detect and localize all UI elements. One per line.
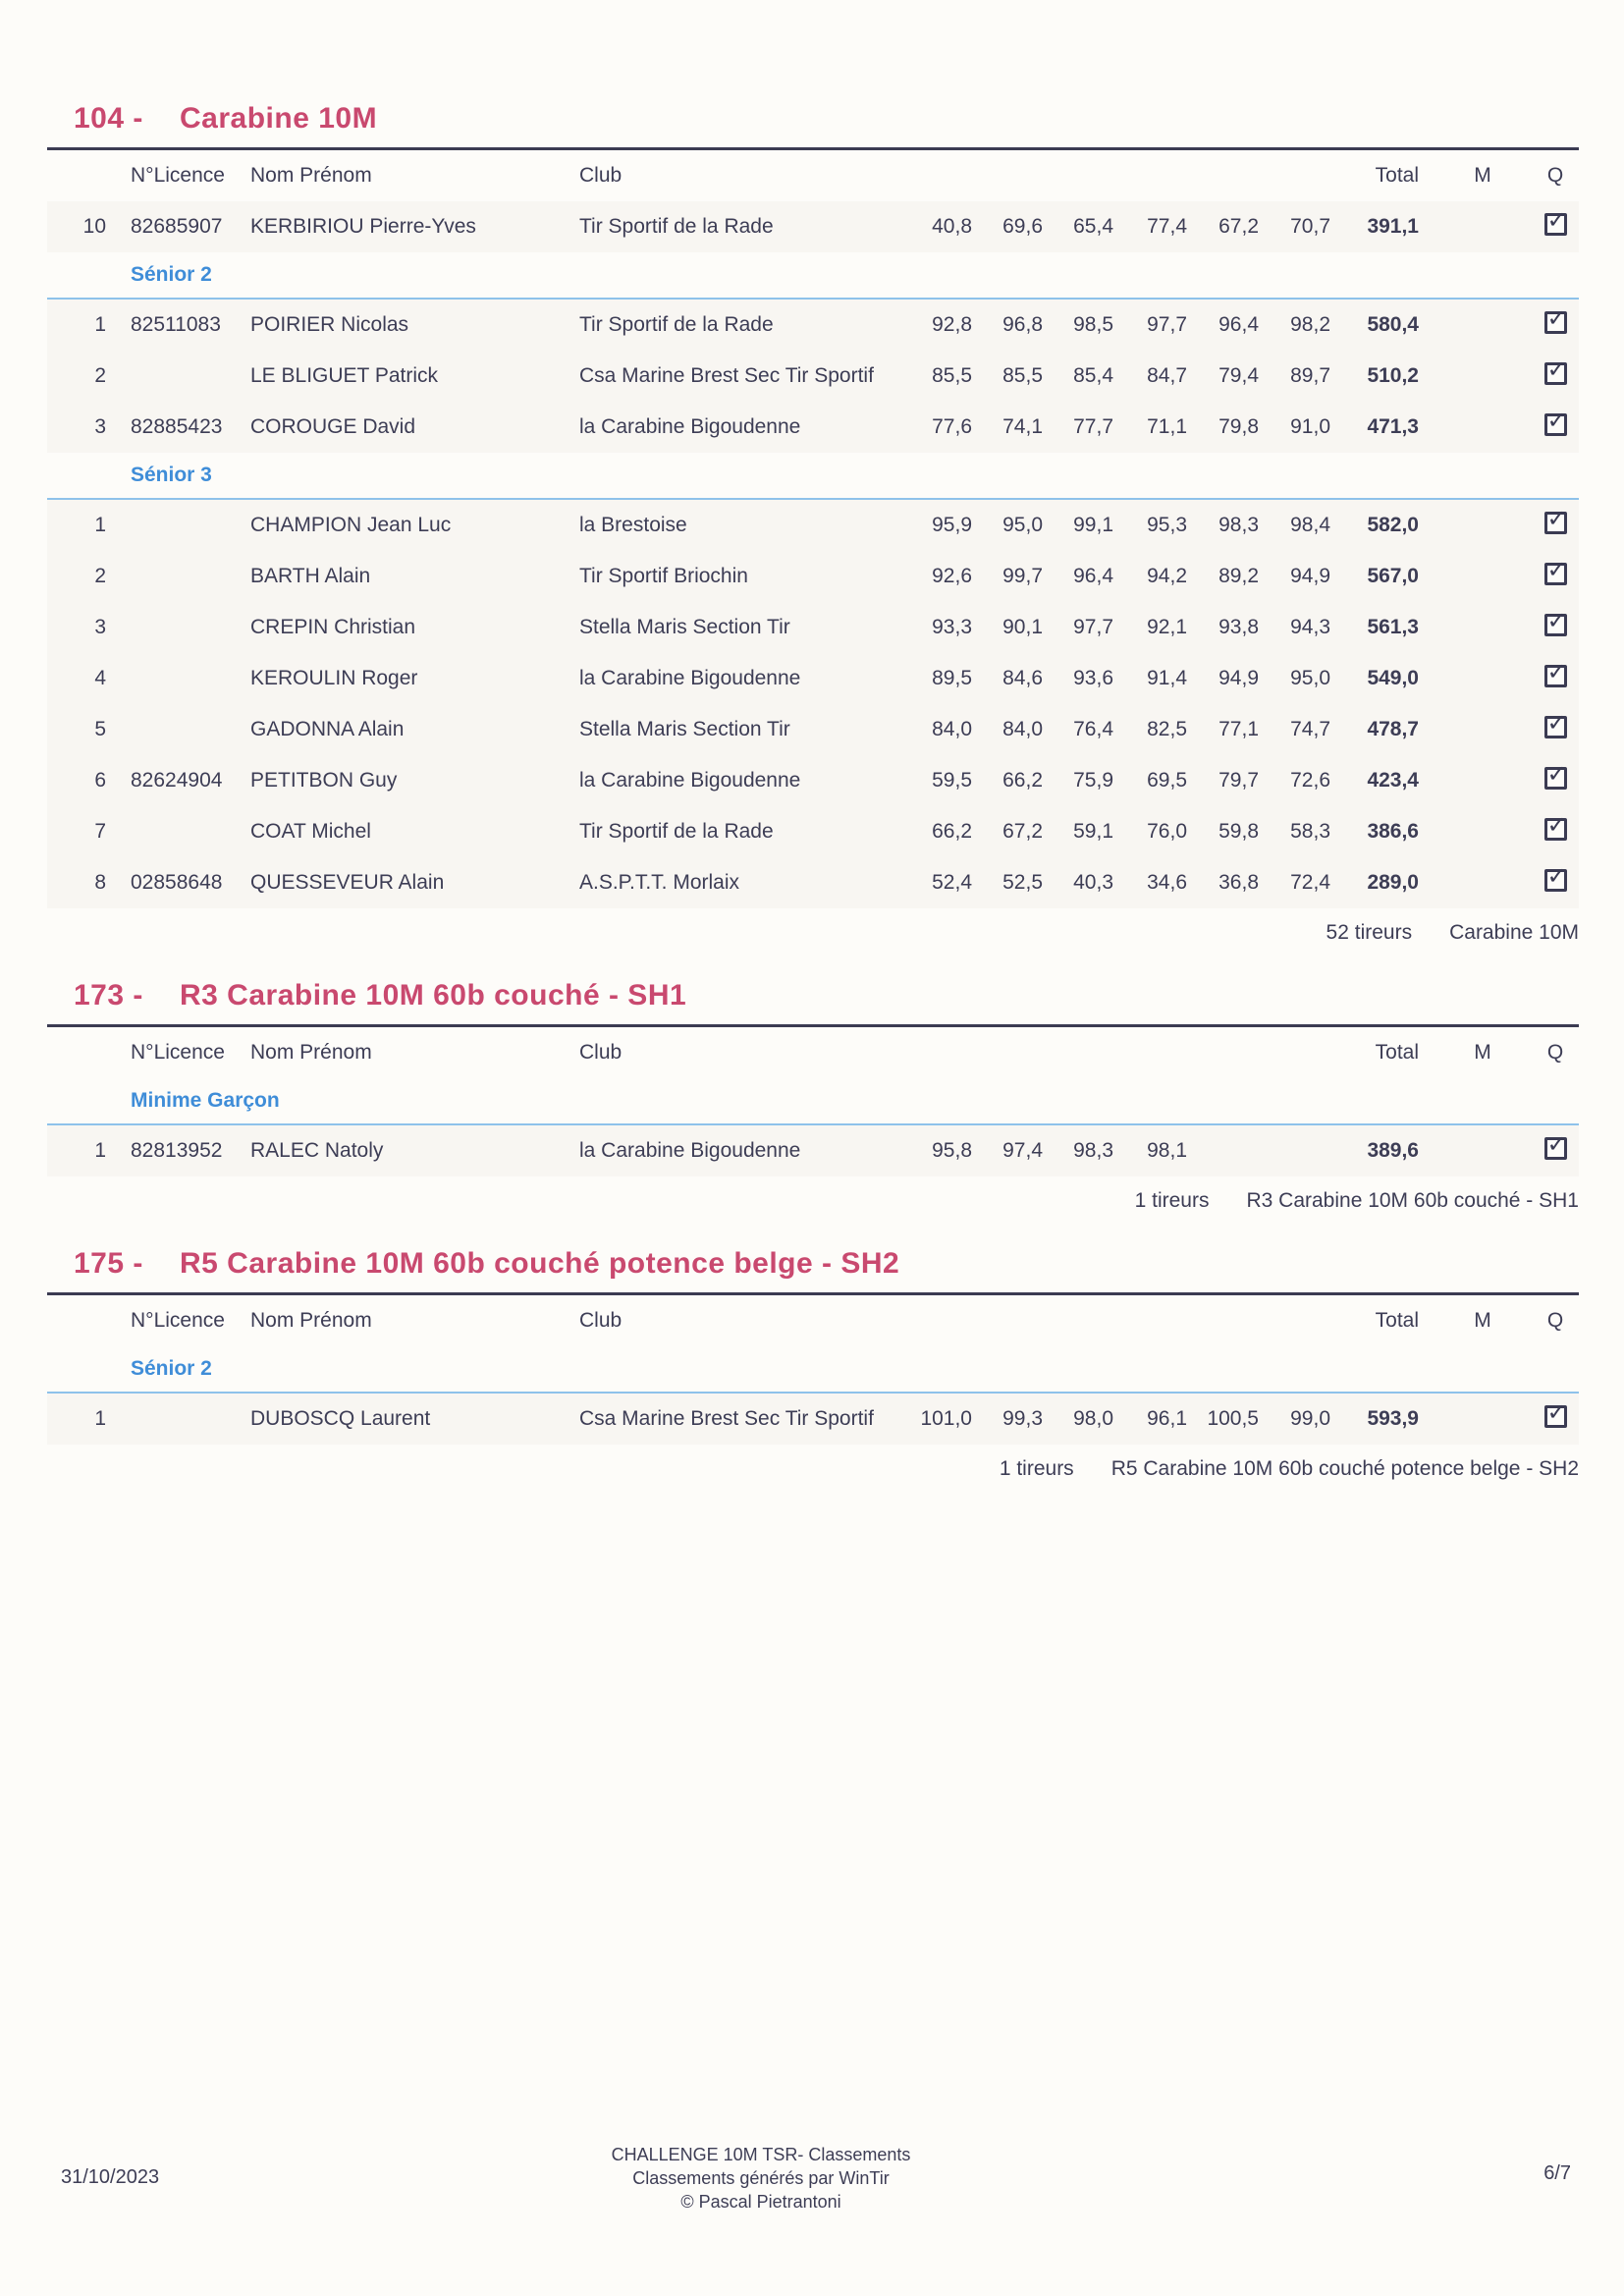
cell-score-1: 95,8	[932, 1139, 972, 1162]
qualified-checkbox-icon: ✓	[1544, 818, 1567, 841]
cell-score-4: 76,0	[1147, 820, 1187, 843]
cell-score-1: 59,5	[932, 769, 972, 792]
section-summary	[47, 1186, 1579, 1216]
results-section	[47, 975, 1579, 1216]
cell-rank: 2	[94, 565, 106, 587]
cell-score-5: 100,5	[1207, 1407, 1259, 1430]
cell-score-4: 98,1	[1147, 1139, 1187, 1162]
cell-q	[1532, 607, 1579, 642]
table-row	[47, 806, 1579, 857]
cell-name: GADONNA Alain	[250, 718, 405, 740]
qualified-checkbox-icon: ✓	[1544, 311, 1567, 334]
qualified-checkbox-icon: ✓	[1544, 213, 1567, 236]
cell-club: la Brestoise	[579, 514, 687, 536]
col-name: Nom Prénom	[250, 164, 372, 187]
cell-score-6: 91,0	[1290, 415, 1330, 438]
cell-score-4: 71,1	[1147, 415, 1187, 438]
table-row	[47, 857, 1579, 908]
page-footer	[0, 2143, 1624, 2231]
cell-club: la Carabine Bigoudenne	[579, 769, 801, 792]
footer-title: CHALLENGE 10M TSR- Classements	[611, 2145, 911, 2164]
category-label: Minime Garçon	[131, 1089, 280, 1112]
cell-score-5: 67,2	[1218, 215, 1259, 238]
cell-total: 561,3	[1367, 616, 1419, 638]
cell-score-3: 59,1	[1073, 820, 1113, 843]
results-section	[47, 98, 1579, 948]
cell-score-6: 95,0	[1290, 667, 1330, 689]
cell-name: LE BLIGUET Patrick	[250, 364, 439, 387]
category-row	[47, 252, 1579, 300]
cell-score-5: 36,8	[1218, 871, 1259, 894]
table-row	[47, 201, 1579, 252]
cell-score-4: 94,2	[1147, 565, 1187, 587]
cell-q	[1532, 407, 1579, 442]
cell-rank: 10	[82, 215, 106, 238]
col-club: Club	[579, 1041, 623, 1064]
cell-score-1: 92,8	[932, 313, 972, 336]
cell-score-2: 90,1	[1002, 616, 1043, 638]
cell-q	[1532, 709, 1579, 744]
table-row	[47, 500, 1579, 551]
table-row	[47, 755, 1579, 806]
cell-q	[1532, 811, 1579, 847]
col-club: Club	[579, 1309, 623, 1332]
col-club: Club	[579, 164, 623, 187]
table-header-row	[47, 1027, 1579, 1078]
results-section	[47, 1243, 1579, 1484]
cell-score-6: 98,2	[1290, 313, 1330, 336]
cell-score-6: 58,3	[1290, 820, 1330, 843]
cell-score-1: 95,9	[932, 514, 972, 536]
qualified-checkbox-icon: ✓	[1544, 869, 1567, 892]
cell-name: DUBOSCQ Laurent	[250, 1407, 431, 1430]
cell-score-5: 93,8	[1218, 616, 1259, 638]
cell-total: 580,4	[1367, 313, 1419, 336]
cell-club: Tir Sportif de la Rade	[579, 215, 774, 238]
section-number: 104 -	[74, 102, 143, 135]
cell-score-1: 85,5	[932, 364, 972, 387]
cell-score-5: 59,8	[1218, 820, 1259, 843]
cell-rank: 6	[94, 769, 106, 792]
cell-score-1: 77,6	[932, 415, 972, 438]
col-m: M	[1474, 1041, 1491, 1064]
cell-score-3: 98,0	[1073, 1407, 1113, 1430]
qualified-checkbox-icon: ✓	[1544, 362, 1567, 385]
cell-score-6: 72,6	[1290, 769, 1330, 792]
category-label: Sénior 2	[131, 263, 212, 286]
cell-rank: 1	[94, 514, 106, 536]
cell-score-6: 74,7	[1290, 718, 1330, 740]
cell-score-3: 98,3	[1073, 1139, 1113, 1162]
col-name: Nom Prénom	[250, 1041, 372, 1064]
category-label: Sénior 2	[131, 1357, 212, 1380]
qualified-checkbox-icon: ✓	[1544, 563, 1567, 585]
cell-score-2: 95,0	[1002, 514, 1043, 536]
qualified-checkbox-icon: ✓	[1544, 665, 1567, 687]
table-row	[47, 551, 1579, 602]
cell-score-6: 94,9	[1290, 565, 1330, 587]
cell-name: CHAMPION Jean Luc	[250, 514, 452, 536]
cell-score-2: 84,0	[1002, 718, 1043, 740]
cell-score-2: 69,6	[1002, 215, 1043, 238]
cell-score-4: 92,1	[1147, 616, 1187, 638]
cell-q	[1532, 505, 1579, 540]
cell-q	[1532, 556, 1579, 591]
qualified-checkbox-icon: ✓	[1544, 614, 1567, 636]
cell-licence: 82511083	[131, 313, 221, 336]
cell-rank: 1	[94, 1139, 106, 1162]
cell-q	[1532, 1398, 1579, 1434]
cell-score-5: 96,4	[1218, 313, 1259, 336]
cell-licence: 82685907	[131, 215, 223, 238]
cell-score-3: 75,9	[1073, 769, 1113, 792]
col-total: Total	[1375, 164, 1419, 187]
section-body	[47, 1346, 1579, 1445]
section-title: R3 Carabine 10M 60b couché - SH1	[180, 979, 687, 1011]
qualified-checkbox-icon: ✓	[1544, 413, 1567, 436]
section-heading	[74, 975, 1579, 1012]
summary-count: 1 tireurs	[999, 1457, 1074, 1480]
section-summary	[47, 1454, 1579, 1484]
cell-club: Tir Sportif de la Rade	[579, 313, 774, 336]
cell-total: 593,9	[1367, 1407, 1419, 1430]
cell-total: 423,4	[1367, 769, 1419, 792]
summary-count: 1 tireurs	[1134, 1189, 1210, 1212]
cell-score-1: 40,8	[932, 215, 972, 238]
cell-score-4: 34,6	[1147, 871, 1187, 894]
cell-score-2: 67,2	[1002, 820, 1043, 843]
cell-score-4: 95,3	[1147, 514, 1187, 536]
col-licence: N°Licence	[131, 1309, 225, 1332]
cell-score-4: 84,7	[1147, 364, 1187, 387]
cell-score-2: 99,3	[1002, 1407, 1043, 1430]
cell-total: 386,6	[1367, 820, 1419, 843]
cell-score-2: 66,2	[1002, 769, 1043, 792]
cell-total: 567,0	[1367, 565, 1419, 587]
cell-total: 289,0	[1367, 871, 1419, 894]
cell-rank: 3	[94, 415, 106, 438]
cell-score-2: 84,6	[1002, 667, 1043, 689]
cell-score-1: 52,4	[932, 871, 972, 894]
table-row	[47, 1125, 1579, 1176]
cell-score-4: 69,5	[1147, 769, 1187, 792]
table-row	[47, 300, 1579, 351]
cell-score-5: 98,3	[1218, 514, 1259, 536]
cell-score-3: 40,3	[1073, 871, 1113, 894]
cell-club: Csa Marine Brest Sec Tir Sportif	[579, 364, 874, 387]
cell-score-2: 74,1	[1002, 415, 1043, 438]
col-m: M	[1474, 1309, 1491, 1332]
results-table	[47, 1024, 1579, 1176]
table-header-row	[47, 1295, 1579, 1346]
cell-score-3: 93,6	[1073, 667, 1113, 689]
section-body	[47, 1078, 1579, 1176]
cell-name: QUESSEVEUR Alain	[250, 871, 445, 894]
col-m: M	[1474, 164, 1491, 187]
cell-club: Tir Sportif de la Rade	[579, 820, 774, 843]
cell-name: CREPIN Christian	[250, 616, 416, 638]
results-table	[47, 147, 1579, 908]
cell-score-4: 96,1	[1147, 1407, 1187, 1430]
cell-rank: 5	[94, 718, 106, 740]
col-licence: N°Licence	[131, 164, 225, 187]
cell-name: KEROULIN Roger	[250, 667, 418, 689]
cell-score-4: 77,4	[1147, 215, 1187, 238]
cell-score-5: 79,8	[1218, 415, 1259, 438]
table-row	[47, 1394, 1579, 1445]
col-q: Q	[1546, 1309, 1564, 1332]
table-row	[47, 653, 1579, 704]
cell-club: Csa Marine Brest Sec Tir Sportif	[579, 1407, 874, 1430]
cell-score-3: 98,5	[1073, 313, 1113, 336]
cell-name: RALEC Natoly	[250, 1139, 384, 1162]
qualified-checkbox-icon: ✓	[1544, 1137, 1567, 1160]
cell-score-4: 91,4	[1147, 667, 1187, 689]
cell-score-3: 96,4	[1073, 565, 1113, 587]
cell-name: KERBIRIOU Pierre-Yves	[250, 215, 476, 238]
category-row	[47, 453, 1579, 500]
cell-score-3: 65,4	[1073, 215, 1113, 238]
qualified-checkbox-icon: ✓	[1544, 767, 1567, 790]
cell-q	[1532, 658, 1579, 693]
table-header-row	[47, 150, 1579, 201]
cell-q	[1532, 760, 1579, 795]
cell-total: 549,0	[1367, 667, 1419, 689]
cell-total: 389,6	[1367, 1139, 1419, 1162]
col-total: Total	[1375, 1041, 1419, 1064]
cell-total: 478,7	[1367, 718, 1419, 740]
cell-score-3: 97,7	[1073, 616, 1113, 638]
cell-score-1: 89,5	[932, 667, 972, 689]
summary-label: R3 Carabine 10M 60b couché - SH1	[1246, 1189, 1579, 1212]
table-row	[47, 402, 1579, 453]
col-q: Q	[1546, 1041, 1564, 1064]
cell-score-6: 94,3	[1290, 616, 1330, 638]
section-heading	[74, 98, 1579, 136]
footer-generator: Classements générés par WinTir	[632, 2168, 890, 2188]
category-label: Sénior 3	[131, 464, 212, 486]
col-licence: N°Licence	[131, 1041, 225, 1064]
col-q: Q	[1546, 164, 1564, 187]
cell-score-5: 77,1	[1218, 718, 1259, 740]
cell-total: 471,3	[1367, 415, 1419, 438]
section-heading	[74, 1243, 1579, 1281]
qualified-checkbox-icon: ✓	[1544, 512, 1567, 534]
cell-licence: 82813952	[131, 1139, 223, 1162]
cell-score-1: 84,0	[932, 718, 972, 740]
cell-club: Tir Sportif Briochin	[579, 565, 748, 587]
cell-rank: 7	[94, 820, 106, 843]
cell-club: A.S.P.T.T. Morlaix	[579, 871, 739, 894]
cell-score-5: 94,9	[1218, 667, 1259, 689]
section-summary	[47, 918, 1579, 948]
qualified-checkbox-icon: ✓	[1544, 1405, 1567, 1428]
cell-licence: 02858648	[131, 871, 223, 894]
cell-name: COROUGE David	[250, 415, 416, 438]
table-row	[47, 704, 1579, 755]
cell-score-3: 99,1	[1073, 514, 1113, 536]
col-name: Nom Prénom	[250, 1309, 372, 1332]
cell-club: la Carabine Bigoudenne	[579, 1139, 801, 1162]
cell-score-6: 99,0	[1290, 1407, 1330, 1430]
cell-score-1: 66,2	[932, 820, 972, 843]
cell-score-5: 89,2	[1218, 565, 1259, 587]
cell-score-3: 77,7	[1073, 415, 1113, 438]
results-table	[47, 1292, 1579, 1445]
cell-name: PETITBON Guy	[250, 769, 398, 792]
cell-name: POIRIER Nicolas	[250, 313, 409, 336]
cell-score-1: 93,3	[932, 616, 972, 638]
section-body	[47, 201, 1579, 908]
cell-score-1: 92,6	[932, 565, 972, 587]
category-row	[47, 1346, 1579, 1394]
cell-q	[1532, 304, 1579, 340]
cell-score-3: 76,4	[1073, 718, 1113, 740]
cell-score-5: 79,4	[1218, 364, 1259, 387]
cell-score-1: 101,0	[920, 1407, 972, 1430]
cell-score-6: 72,4	[1290, 871, 1330, 894]
category-row	[47, 1078, 1579, 1125]
section-title: R5 Carabine 10M 60b couché potence belge - SH2	[180, 1247, 900, 1280]
cell-total: 582,0	[1367, 514, 1419, 536]
cell-q	[1532, 1130, 1579, 1166]
section-number: 173 -	[74, 979, 143, 1011]
cell-score-4: 82,5	[1147, 718, 1187, 740]
cell-score-2: 85,5	[1002, 364, 1043, 387]
cell-score-4: 97,7	[1147, 313, 1187, 336]
sections	[0, 98, 1624, 1484]
cell-q	[1532, 862, 1579, 898]
cell-licence: 82885423	[131, 415, 223, 438]
cell-total: 391,1	[1367, 215, 1419, 238]
cell-total: 510,2	[1367, 364, 1419, 387]
cell-score-2: 96,8	[1002, 313, 1043, 336]
cell-club: Stella Maris Section Tir	[579, 616, 790, 638]
cell-rank: 1	[94, 1407, 106, 1430]
col-total: Total	[1375, 1309, 1419, 1332]
cell-rank: 1	[94, 313, 106, 336]
cell-q	[1532, 355, 1579, 391]
cell-rank: 4	[94, 667, 106, 689]
cell-score-2: 97,4	[1002, 1139, 1043, 1162]
summary-label: Carabine 10M	[1449, 921, 1579, 944]
cell-score-6: 89,7	[1290, 364, 1330, 387]
cell-score-2: 99,7	[1002, 565, 1043, 587]
cell-club: Stella Maris Section Tir	[579, 718, 790, 740]
section-number: 175 -	[74, 1247, 143, 1280]
qualified-checkbox-icon: ✓	[1544, 716, 1567, 738]
table-row	[47, 351, 1579, 402]
footer-copyright: © Pascal Pietrantoni	[680, 2192, 841, 2212]
summary-label: R5 Carabine 10M 60b couché potence belge - SH2	[1110, 1457, 1579, 1480]
cell-rank: 3	[94, 616, 106, 638]
cell-name: COAT Michel	[250, 820, 371, 843]
cell-rank: 2	[94, 364, 106, 387]
footer-center	[612, 2143, 911, 2214]
cell-score-3: 85,4	[1073, 364, 1113, 387]
cell-score-2: 52,5	[1002, 871, 1043, 894]
cell-score-6: 98,4	[1290, 514, 1330, 536]
cell-score-6: 70,7	[1290, 215, 1330, 238]
section-title: Carabine 10M	[180, 102, 378, 135]
cell-score-5: 79,7	[1218, 769, 1259, 792]
cell-name: BARTH Alain	[250, 565, 371, 587]
cell-licence: 82624904	[131, 769, 223, 792]
summary-count: 52 tireurs	[1326, 921, 1413, 944]
page-number: 6/7	[1543, 2162, 1571, 2184]
cell-q	[1532, 206, 1579, 242]
footer-date: 31/10/2023	[61, 2166, 160, 2188]
table-row	[47, 602, 1579, 653]
cell-club: la Carabine Bigoudenne	[579, 415, 801, 438]
cell-club: la Carabine Bigoudenne	[579, 667, 801, 689]
cell-rank: 8	[94, 871, 106, 894]
